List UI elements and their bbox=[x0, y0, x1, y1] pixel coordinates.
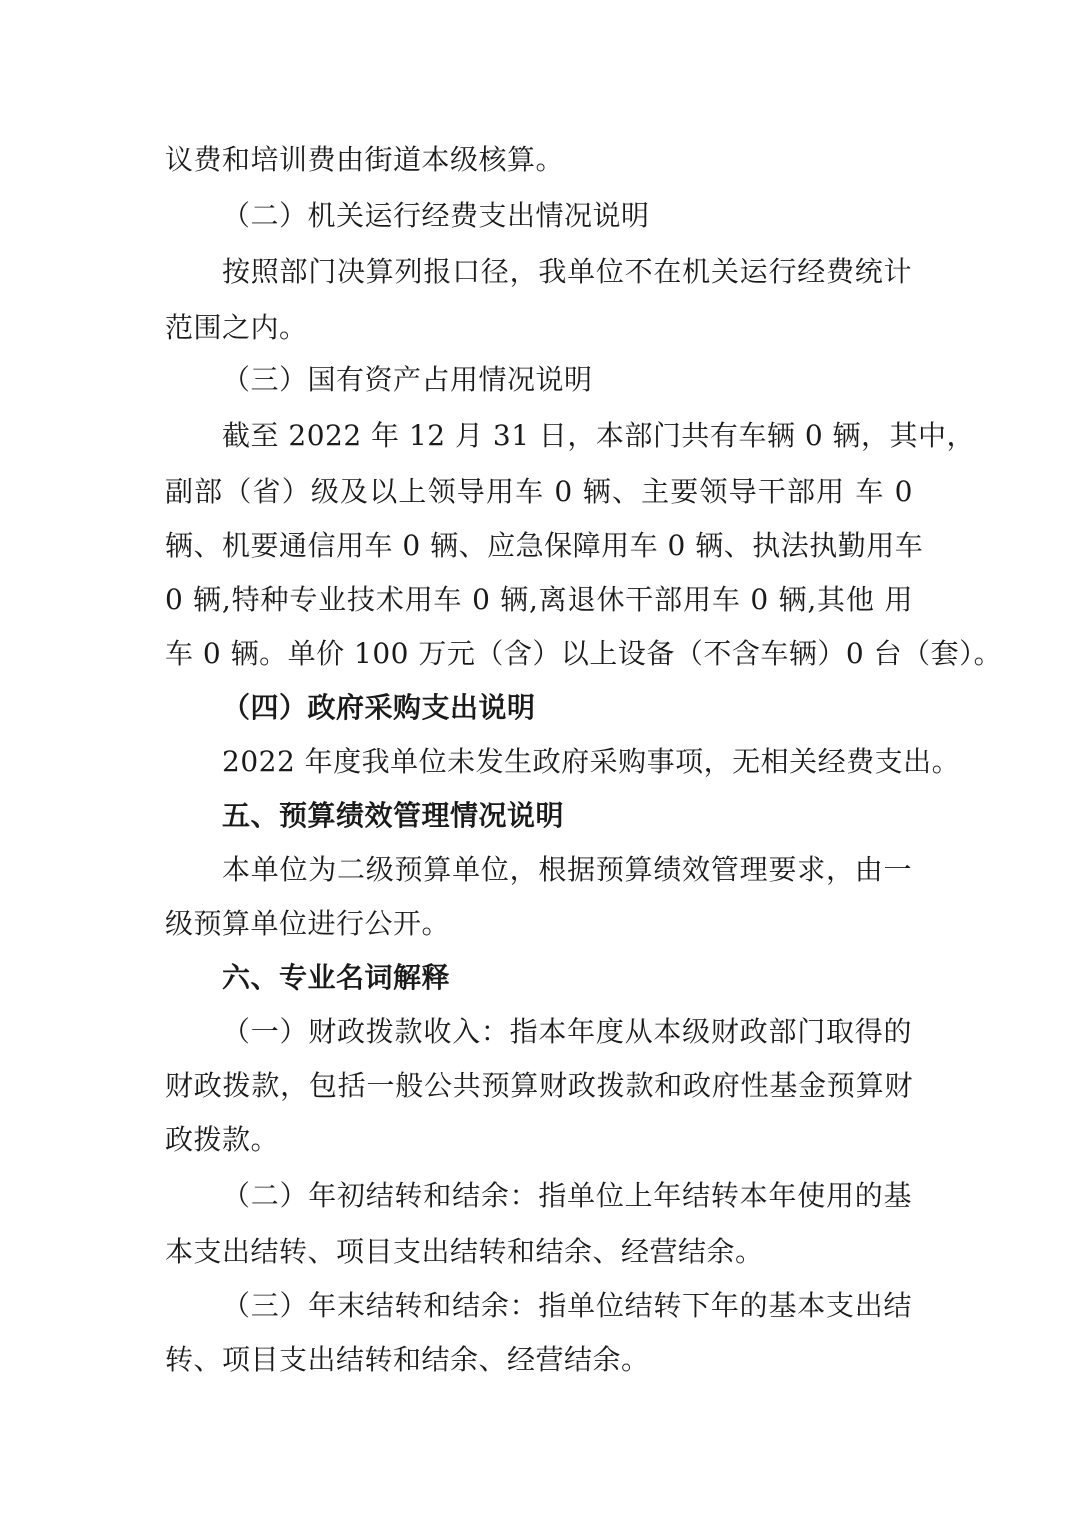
paragraph-line: 0 辆,特种专业技术用车 0 辆,离退休干部用车 0 辆,其他 用 bbox=[165, 583, 913, 616]
section-heading-6: 六、专业名词解释 bbox=[222, 961, 451, 994]
paragraph-line: 议费和培训费由街道本级核算。 bbox=[165, 143, 565, 176]
paragraph-line: 2022 年度我单位未发生政府采购事项，无相关经费支出。 bbox=[222, 745, 961, 778]
paragraph-line: 政拨款。 bbox=[165, 1123, 280, 1156]
paragraph-line: 副部（省）级及以上领导用车 0 辆、主要领导干部用 车 0 bbox=[165, 475, 913, 508]
section-heading-5: 五、预算绩效管理情况说明 bbox=[222, 799, 565, 832]
section-heading-4: （四）政府采购支出说明 bbox=[222, 691, 536, 724]
paragraph-line: 车 0 辆。单价 100 万元（含）以上设备（不含车辆）0 台（套）。 bbox=[165, 637, 1003, 670]
paragraph-line: 转、项目支出结转和结余、经营结余。 bbox=[165, 1343, 650, 1376]
term-definition: （二）年初结转和结余：指单位上年结转本年使用的基 bbox=[222, 1179, 912, 1212]
paragraph-line: 级预算单位进行公开。 bbox=[165, 907, 451, 940]
paragraph-line: 截至 2022 年 12 月 31 日，本部门共有车辆 0 辆，其中， bbox=[222, 419, 976, 452]
paragraph-line: 本单位为二级预算单位，根据预算绩效管理要求，由一 bbox=[222, 853, 912, 886]
paragraph-line: 按照部门决算列报口径，我单位不在机关运行经费统计 bbox=[222, 255, 912, 288]
paragraph-line: 范围之内。 bbox=[165, 311, 308, 344]
section-heading-3: （三）国有资产占用情况说明 bbox=[222, 363, 593, 396]
paragraph-line: 辆、机要通信用车 0 辆、应急保障用车 0 辆、执法执勤用车 bbox=[165, 529, 924, 562]
term-definition: （三）年末结转和结余：指单位结转下年的基本支出结 bbox=[222, 1289, 912, 1322]
term-definition: （一）财政拨款收入：指本年度从本级财政部门取得的 bbox=[222, 1015, 912, 1048]
paragraph-line: 财政拨款，包括一般公共预算财政拨款和政府性基金预算财 bbox=[165, 1069, 913, 1102]
paragraph-line: 本支出结转、项目支出结转和结余、经营结余。 bbox=[165, 1235, 764, 1268]
section-heading-2: （二）机关运行经费支出情况说明 bbox=[222, 199, 650, 232]
